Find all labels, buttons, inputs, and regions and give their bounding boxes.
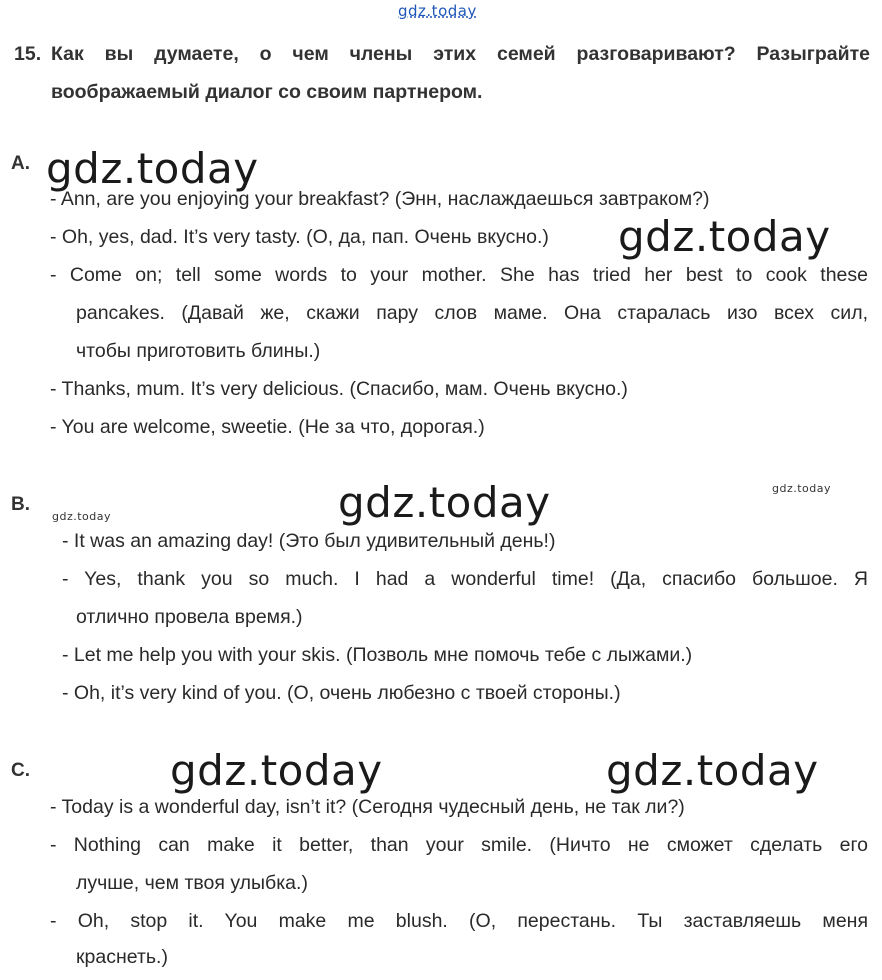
watermark: gdz.today <box>606 746 819 795</box>
dialog-line: - Ann, are you enjoying your breakfast? (Энн, наслаждаешься завтраком?) <box>50 188 710 210</box>
task-text-line2: воображаемый диалог со своим партнером. <box>51 81 483 103</box>
dialog-line: - Today is a wonderful day, isn’t it? (Сегодня чудесный день, не так ли?) <box>50 796 685 818</box>
dialog-line: - Come on; tell some words to your mother. She has tried her best to cook these <box>50 264 868 286</box>
dialog-line: лучше, чем твоя улыбка.) <box>76 872 308 894</box>
dialog-line: - Oh, it’s very kind of you. (О, очень любезно с твоей стороны.) <box>62 682 621 704</box>
section-c-label: C. <box>11 760 30 781</box>
watermark: gdz.today <box>618 212 831 261</box>
watermark: gdz.today <box>170 746 383 795</box>
dialog-line: - Oh, yes, dad. It’s very tasty. (О, да, пап. Очень вкусно.) <box>50 226 549 248</box>
dialog-line: pancakes. (Давай же, скажи пару слов маме. Она старалась изо всех сил, <box>76 302 868 324</box>
task-text-line1: Как вы думаете, о чем члены этих семей разговаривают? Разыграйте <box>51 43 870 65</box>
task-number: 15. <box>14 43 42 65</box>
dialog-line: - Nothing can make it better, than your smile. (Ничто не сможет сделать его <box>50 834 868 856</box>
dialog-line: отлично провела время.) <box>76 606 303 628</box>
dialog-line: - Thanks, mum. It’s very delicious. (Спасибо, мам. Очень вкусно.) <box>50 378 628 400</box>
dialog-line: - You are welcome, sweetie. (Не за что, дорогая.) <box>50 416 485 438</box>
watermark-top: gdz.today <box>398 2 477 20</box>
watermark-small: gdz.today <box>52 510 112 523</box>
section-a-label: A. <box>11 153 30 174</box>
task-heading <box>14 35 870 111</box>
dialog-line: - Oh, stop it. You make me blush. (О, перестань. Ты заставляешь меня <box>50 910 868 932</box>
dialog-line: - It was an amazing day! (Это был удивительный день!) <box>62 530 556 552</box>
section-b-label: B. <box>11 494 30 515</box>
dialog-line: чтобы приготовить блины.) <box>76 340 321 362</box>
watermark: gdz.today <box>338 478 551 527</box>
dialog-line: краснеть.) <box>76 946 168 968</box>
dialog-line: - Let me help you with your skis. (Позволь мне помочь тебе с лыжами.) <box>62 644 693 666</box>
watermark: gdz.today <box>46 144 259 193</box>
dialog-line: - Yes, thank you so much. I had a wonderful time! (Да, спасибо большое. Я <box>62 568 868 590</box>
watermark-small: gdz.today <box>772 482 832 495</box>
